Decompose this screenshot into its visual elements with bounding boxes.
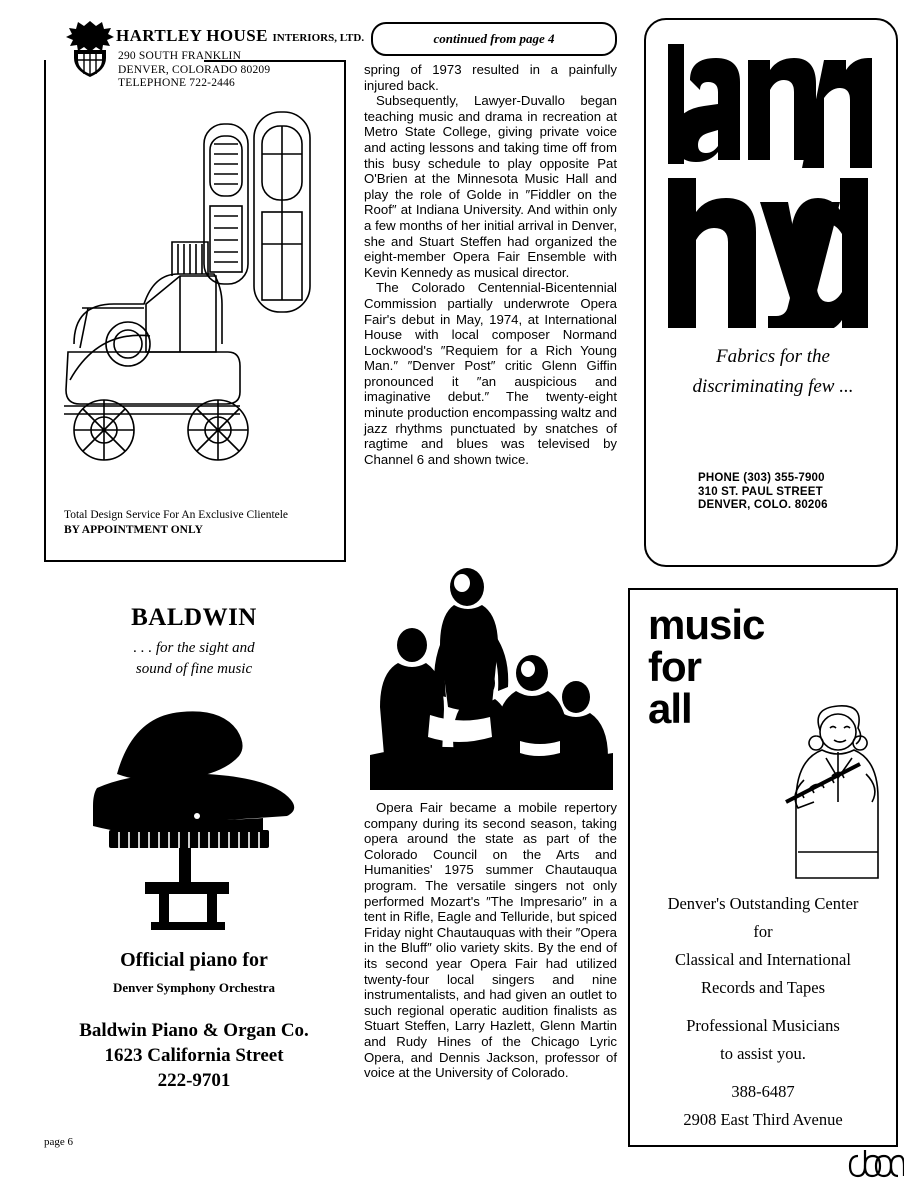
continued-from-text: continued from page 4: [433, 31, 555, 46]
baldwin-company-block: [44, 1018, 344, 1093]
article-paragraph: spring of 1973 resulted in a painfully injured back.: [364, 62, 617, 93]
article-column-top: [364, 62, 617, 467]
copy-spacer-2: [642, 1068, 884, 1078]
baldwin-slogan: [44, 638, 344, 680]
copy-line1: Denver's Outstanding Center: [667, 894, 859, 913]
address-line-1: 290 SOUTH FRANKLIN: [118, 50, 242, 62]
appointment-text: BY APPOINTMENT ONLY: [64, 524, 203, 536]
grand-piano-illustration: [79, 696, 309, 936]
copy-line3: Classical and International: [675, 950, 851, 969]
music-for-all-ad: [628, 588, 898, 1147]
music-for-all-phone[interactable]: 388-6487: [731, 1082, 795, 1101]
music-for-all-copy: [642, 890, 884, 1134]
ann-hyde-tagline-line1: Fabrics for the: [716, 346, 830, 367]
baldwin-brand: BALDWIN: [131, 604, 257, 631]
baldwin-slogan-line1: . . . for the sight and: [133, 640, 255, 656]
hartley-house-name-text: HARTLEY HOUSE: [116, 26, 268, 45]
tagline-text: Total Design Service For An Exclusive Clientele: [64, 509, 289, 521]
baldwin-official-line: Official piano for: [120, 949, 268, 971]
headline-line1: music: [648, 601, 765, 648]
baldwin-phone[interactable]: 222-9701: [157, 1070, 231, 1091]
ann-hyde-logo: [664, 38, 874, 328]
hartley-house-tagline: [64, 508, 334, 538]
hartley-house-name: [116, 26, 364, 46]
music-for-all-headline: [648, 601, 778, 732]
music-for-all-address: 2908 East Third Avenue: [683, 1110, 843, 1129]
copy-spacer: [642, 1002, 884, 1012]
hartley-house-name-suffix: INTERIORS, LTD.: [272, 32, 365, 44]
ann-hyde-phone[interactable]: PHONE (303) 355-7900: [698, 472, 825, 484]
baldwin-slogan-line2: sound of fine music: [135, 661, 253, 677]
hartley-house-ad: [44, 18, 365, 563]
dapa-logo: [848, 1150, 904, 1184]
continued-from-banner: [371, 22, 617, 56]
page-number: page 6: [44, 1136, 74, 1148]
ann-hyde-tagline-line2: discriminating few ...: [692, 376, 854, 397]
copy-line6: to assist you.: [720, 1044, 806, 1063]
opera-performers-photo: [370, 565, 613, 790]
baldwin-street: 1623 California Street: [104, 1045, 284, 1066]
baldwin-orchestra: Denver Symphony Orchestra: [112, 980, 276, 995]
copy-line2: for: [753, 922, 773, 941]
copy-line5: Professional Musicians: [686, 1016, 840, 1035]
ann-hyde-contact: [698, 472, 888, 513]
headline-line3: all: [648, 685, 692, 732]
hartley-house-address: [118, 50, 270, 91]
flute-player-illustration: [780, 702, 888, 882]
baldwin-company: Baldwin Piano & Organ Co.: [79, 1020, 309, 1041]
address-line-2: DENVER, COLORADO 80209: [118, 63, 271, 76]
article-column-bottom: [364, 800, 617, 1081]
heraldic-crest-icon: [62, 20, 118, 78]
baldwin-piano-ad: [44, 600, 344, 1120]
ann-hyde-street: 310 ST. PAUL STREET: [698, 485, 823, 498]
headline-line2: for: [648, 643, 701, 690]
copy-line4: Records and Tapes: [700, 978, 826, 997]
ann-hyde-city: DENVER, COLO. 80206: [698, 499, 828, 511]
article-paragraph: Subsequently, Lawyer-Duvallo began teaching music and drama in recreation at Metro State College, giving private voice and acting lessons and taking time off from this busy schedule to play opposite Pat O'Brien at the Minnesota Music Hall and play the role of Golde in ″Fiddler on the Roof″ at Indiana University. And within only a few months of her initial arrival in Denver, she and Stuart Steffen had organized the eight-member Opera Fair Ensemble with Kevin Kennedy as musical director.: [364, 93, 617, 280]
ann-hyde-ad: [644, 18, 898, 567]
address-line-3: TELEPHONE 722-2446: [118, 77, 235, 89]
ann-hyde-tagline: [668, 342, 878, 402]
article-paragraph: Opera Fair became a mobile repertory company during its second season, taking opera around the state as part of the Colorado Council on the Arts and Humanities' 1975 summer Chautauqua program. The versatile singers not only performed Mozart's ″The Impresario″ in a tent in Rifle, Eagle and Telluride, but spiced Friday night Chautauquas with their ″Opera in the Bluff″ olio variety skits. By the end of its second year Opera Fair had utilized twenty-four local singers and nine instrumentalists, and had given an outlet to such regional operatic audition finalists as Stuart Steffen, Larry Hazlett, Glenn Martin and Rudy Hines of the Chicago Lyric Opera, and Dennis Jackson, professor of voice at the University of Colorado.: [364, 800, 617, 1081]
antique-car-and-window-shutters-illustration: [54, 94, 334, 494]
article-paragraph: The Colorado Centennial-Bicentennial Commission partially underwrote Opera Fair's debut in May, 1974, at International House with local composer Normand Lockwood's ″Requiem for a Rich Young Man.″ ″Denver Post″ critic Glenn Giffin pronounced it ″an auspicious and imaginative debut.″ The twenty-eight minute production encompassing waltz and jazz rhythms punctuated by snatches of ragtime and blues was televised by Channel 6 and shown twice.: [364, 280, 617, 467]
